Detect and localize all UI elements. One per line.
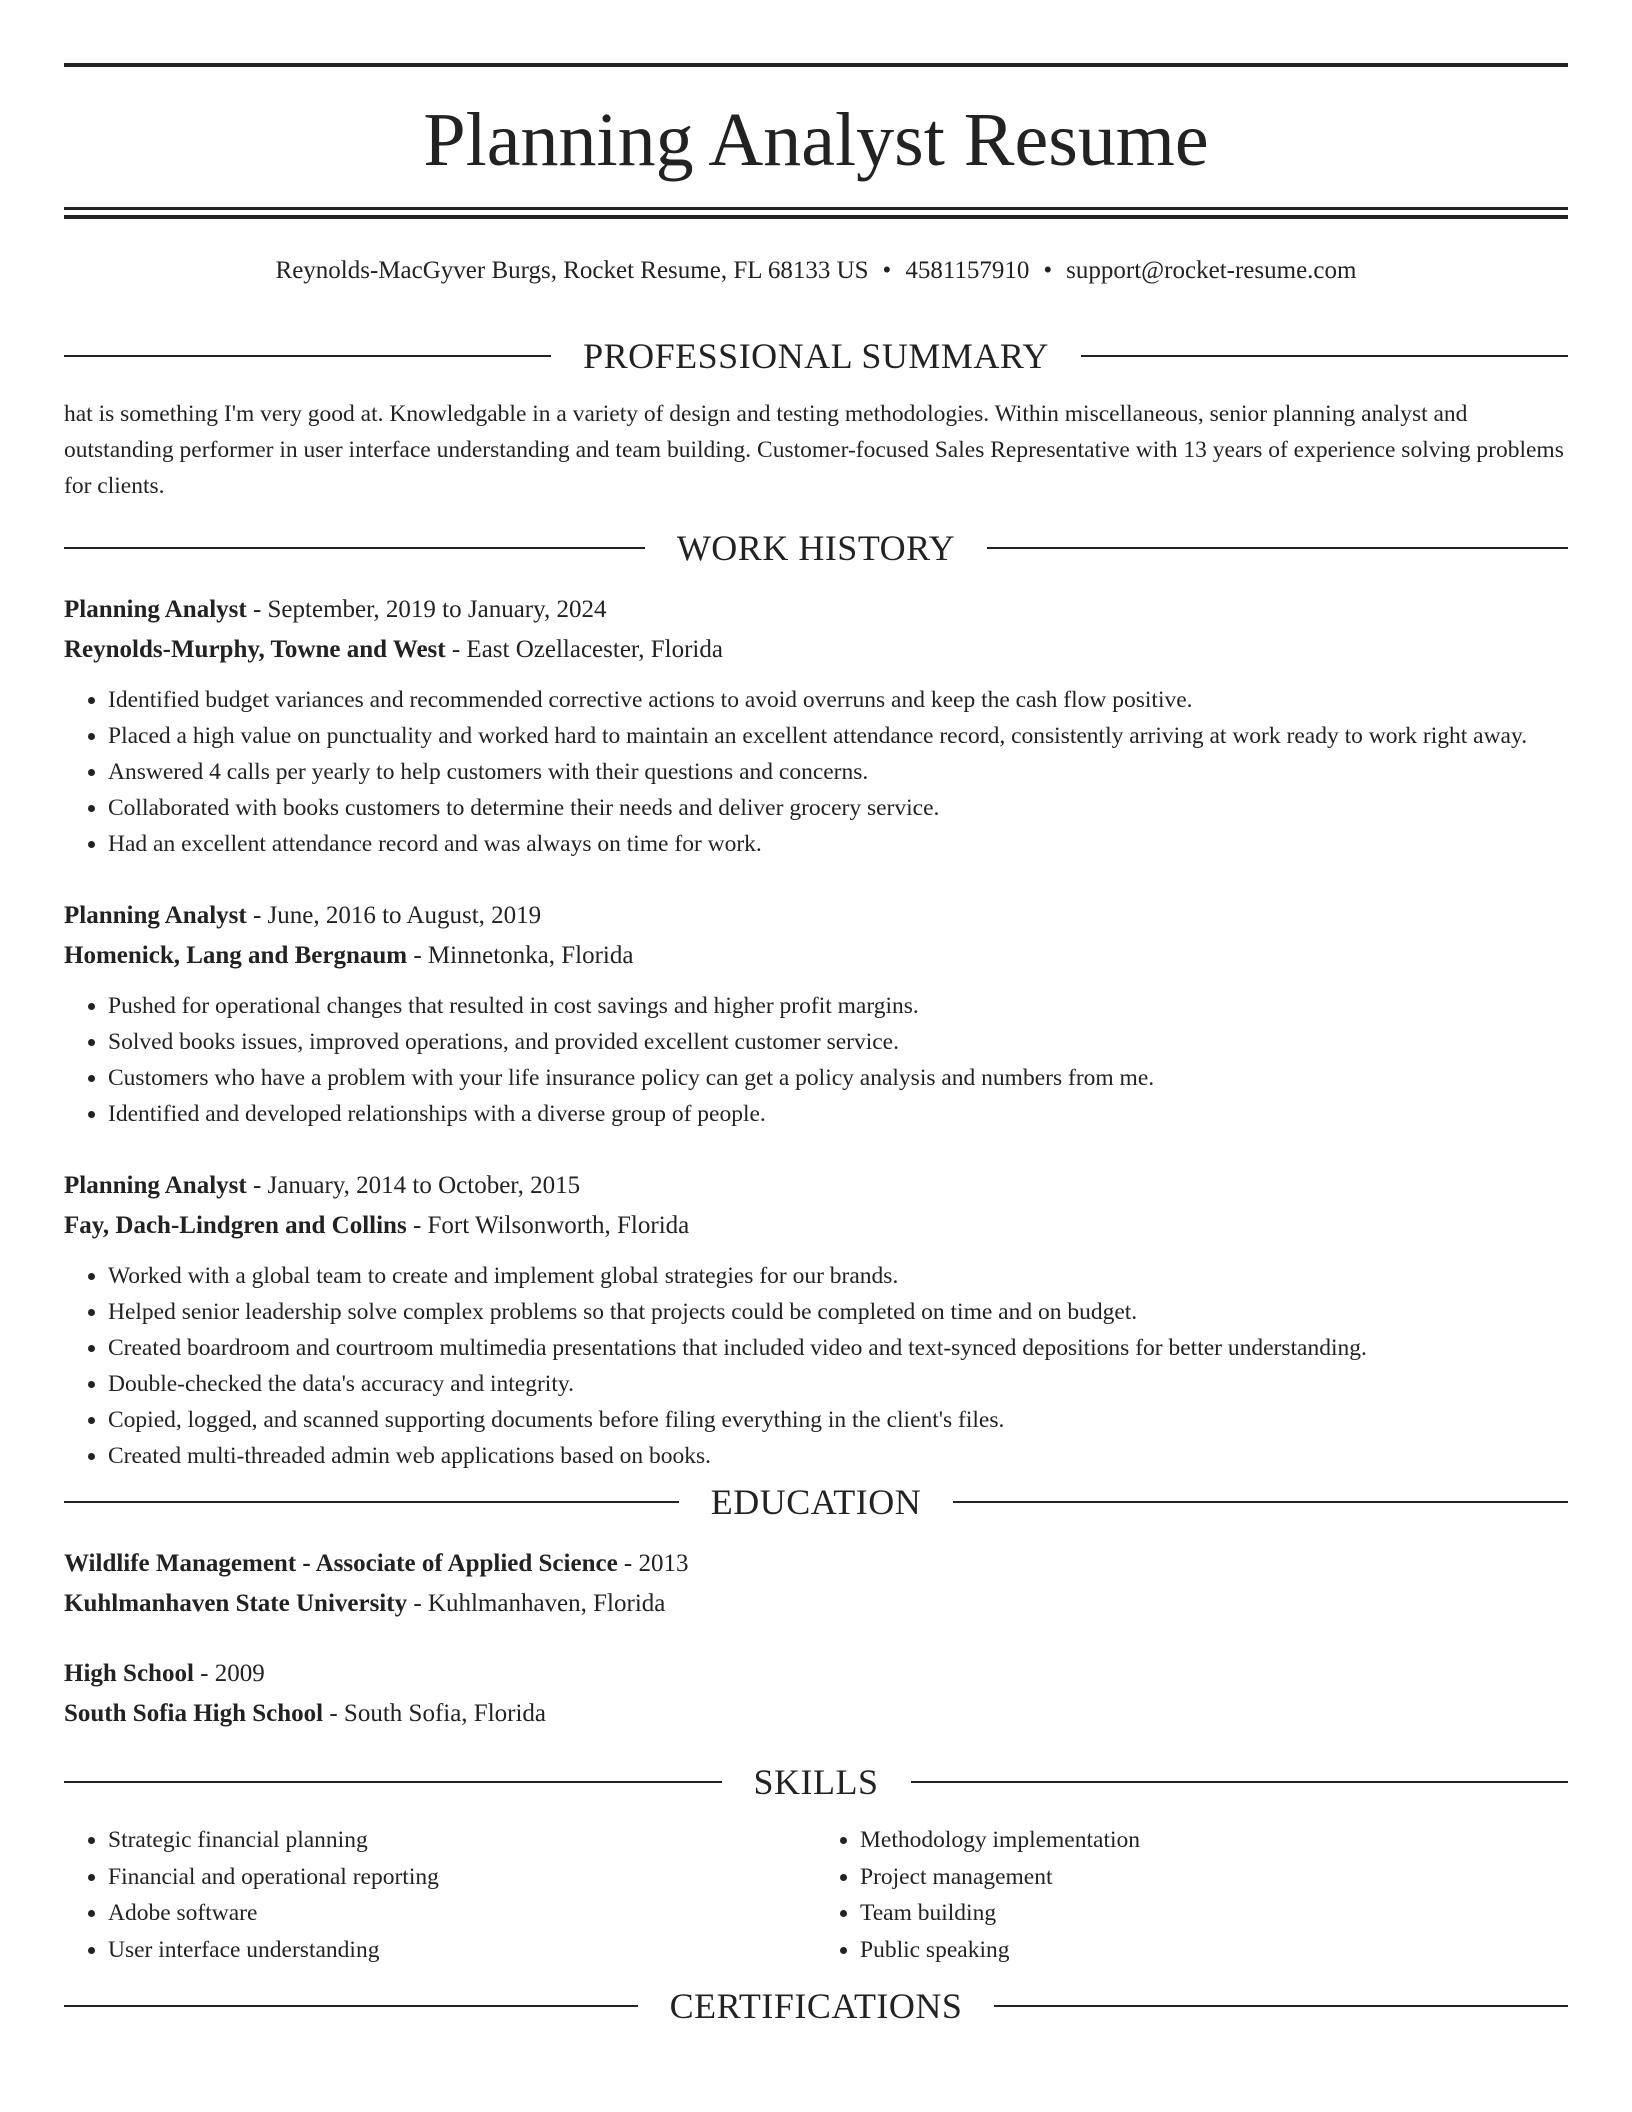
list-item: • Collaborated with books customers to determine their needs and deliver grocery service. — [108, 790, 1568, 826]
job-dates: - January, 2014 to October, 2015 — [246, 1172, 581, 1199]
education-degree-line — [64, 1654, 1568, 1694]
list-item: • Pushed for operational changes that resulted in cost savings and higher profit margins. — [108, 988, 1568, 1024]
contact-separator: • — [882, 257, 892, 284]
list-item: • Had an excellent attendance record and was always on time for work. — [108, 826, 1568, 862]
education-school-line — [64, 1584, 1568, 1624]
skill-item: • Methodology implementation — [860, 1822, 1568, 1859]
heading-rule — [911, 1781, 1569, 1783]
education-degree: High School — [64, 1660, 194, 1687]
section-title: SKILLS — [753, 1762, 879, 1802]
section-heading-work-history — [64, 520, 1568, 576]
list-item: • Helped senior leadership solve complex problems so that projects could be completed on time and on budget. — [108, 1294, 1568, 1330]
skills-column-left — [64, 1822, 816, 1968]
section-title: WORK HISTORY — [676, 528, 956, 568]
job-location: - Fort Wilsonworth, Florida — [406, 1212, 690, 1239]
job-company-line — [64, 936, 1568, 976]
education-degree-line — [64, 1544, 1568, 1584]
heading-rule — [64, 1501, 679, 1503]
list-item: • Placed a high value on punctuality and worked hard to maintain an excellent attendance record, consistently arriving at work ready to work right away. — [108, 718, 1568, 754]
skills-list — [64, 1822, 1568, 1968]
resume-content — [64, 328, 1568, 2034]
list-item: • Double-checked the data's accuracy and integrity. — [108, 1366, 1568, 1402]
heading-rule — [994, 2005, 1568, 2007]
list-item: • Answered 4 calls per yearly to help customers with their questions and concerns. — [108, 754, 1568, 790]
section-heading-skills — [64, 1754, 1568, 1810]
list-item: • Copied, logged, and scanned supporting documents before filing everything in the client's files. — [108, 1402, 1568, 1438]
education-location: - South Sofia, Florida — [323, 1700, 547, 1727]
heading-rule — [987, 547, 1568, 549]
job-company: Fay, Dach-Lindgren and Collins — [64, 1212, 407, 1239]
education-location: - Kuhlmanhaven, Florida — [407, 1590, 666, 1617]
contact-address: Reynolds-MacGyver Burgs, Rocket Resume, FL 68133 US — [275, 257, 869, 284]
title-rule-thin — [64, 207, 1568, 210]
job-bullets — [64, 988, 1568, 1132]
page-title: Planning Analyst Resume — [423, 98, 1209, 182]
education-year: - 2009 — [193, 1660, 265, 1687]
job-title: Planning Analyst — [64, 596, 247, 623]
contact-info — [64, 254, 1568, 288]
job-title-line — [64, 896, 1568, 936]
job-entry — [64, 896, 1568, 1132]
contact-separator: • — [1043, 257, 1053, 284]
summary-text: hat is something I'm very good at. Knowledgable in a variety of design and testing methodologies. Within miscellaneous, senior planning analyst and outstanding performer in user interface understanding and team building. Customer-focused Sales Representative with 13 years of experience solving problems for clients. — [64, 401, 1564, 499]
education-entry — [64, 1654, 1568, 1734]
skill-item: • Project management — [860, 1859, 1568, 1896]
job-title-line — [64, 1166, 1568, 1206]
job-bullets — [64, 682, 1568, 862]
list-item: • Solved books issues, improved operations, and provided excellent customer service. — [108, 1024, 1568, 1060]
job-location: - Minnetonka, Florida — [407, 942, 634, 969]
list-item: • Created boardroom and courtroom multimedia presentations that included video and text-synced depositions for better understanding. — [108, 1330, 1568, 1366]
job-entry — [64, 1166, 1568, 1474]
job-dates: - September, 2019 to January, 2024 — [246, 596, 607, 623]
skill-item: • Public speaking — [860, 1932, 1568, 1969]
top-rule — [64, 63, 1568, 67]
skill-item: • Strategic financial planning — [108, 1822, 816, 1859]
heading-rule — [64, 355, 551, 357]
list-item: • Customers who have a problem with your life insurance policy can get a policy analysis and numbers from me. — [108, 1060, 1568, 1096]
list-item: • Created multi-threaded admin web applications based on books. — [108, 1438, 1568, 1474]
job-location: - East Ozellacester, Florida — [445, 636, 723, 663]
list-item: • Identified budget variances and recommended corrective actions to avoid overruns and keep the cash flow positive. — [108, 682, 1568, 718]
job-company: Homenick, Lang and Bergnaum — [64, 942, 408, 969]
skill-item: • Adobe software — [108, 1895, 816, 1932]
skill-item: • Financial and operational reporting — [108, 1859, 816, 1896]
section-heading-summary — [64, 328, 1568, 384]
job-company-line — [64, 1206, 1568, 1246]
heading-rule — [64, 1781, 722, 1783]
section-title: PROFESSIONAL SUMMARY — [583, 336, 1049, 376]
heading-rule — [953, 1501, 1568, 1503]
title-rule-thick — [64, 215, 1568, 219]
education-school-line — [64, 1694, 1568, 1734]
job-title: Planning Analyst — [64, 1172, 247, 1199]
education-year: - 2013 — [617, 1550, 689, 1577]
job-bullets — [64, 1258, 1568, 1474]
education-school: Kuhlmanhaven State University — [64, 1590, 408, 1617]
section-title: EDUCATION — [710, 1482, 922, 1522]
skill-item: • Team building — [860, 1895, 1568, 1932]
section-title: CERTIFICATIONS — [669, 1986, 963, 2026]
job-entry — [64, 590, 1568, 862]
section-heading-certifications — [64, 1978, 1568, 2034]
education-school: South Sofia High School — [64, 1700, 324, 1727]
education-degree: Wildlife Management - Associate of Applied Science — [64, 1550, 618, 1577]
list-item: • Identified and developed relationships with a diverse group of people. — [108, 1096, 1568, 1132]
skills-column-right — [816, 1822, 1568, 1968]
job-dates: - June, 2016 to August, 2019 — [246, 902, 542, 929]
contact-phone: 4581157910 — [905, 257, 1030, 284]
job-title: Planning Analyst — [64, 902, 247, 929]
heading-rule — [1081, 355, 1568, 357]
contact-email: support@rocket-resume.com — [1066, 257, 1357, 284]
job-company-line — [64, 630, 1568, 670]
education-entry — [64, 1544, 1568, 1624]
job-title-line — [64, 590, 1568, 630]
heading-rule — [64, 547, 645, 549]
heading-rule — [64, 2005, 638, 2007]
section-heading-education — [64, 1474, 1568, 1530]
job-company: Reynolds-Murphy, Towne and West — [64, 636, 446, 663]
skill-item: • User interface understanding — [108, 1932, 816, 1969]
list-item: • Worked with a global team to create and implement global strategies for our brands. — [108, 1258, 1568, 1294]
